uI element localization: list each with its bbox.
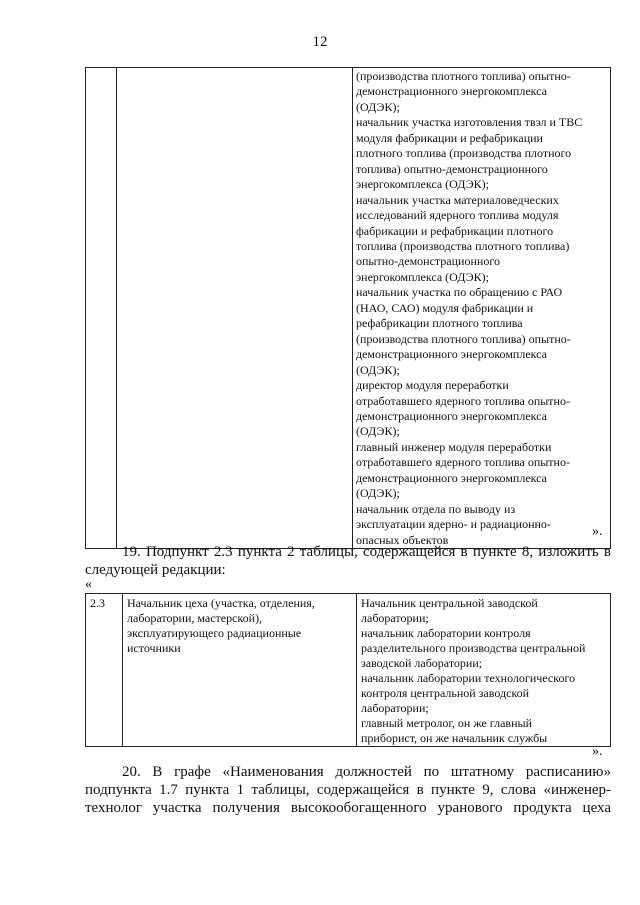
table-row	[86, 594, 611, 747]
paragraph-20	[85, 763, 611, 817]
cell-text-line: демонстрационного энергокомплекса	[356, 347, 547, 362]
cell-text-line: исследований ядерного топлива модуля	[356, 208, 559, 223]
position-text	[127, 596, 352, 656]
approver-positions-text	[356, 69, 607, 548]
cell-text-line: главный метролог, он же главный	[361, 716, 532, 730]
table-cell-position	[123, 594, 357, 747]
cell-text-line: (ОДЭК);	[356, 99, 400, 114]
cell-text-line: энергокомплекса (ОДЭК);	[356, 177, 489, 192]
cell-text-line: заводской лаборатории;	[361, 656, 483, 670]
cell-text-line: фабрикации и рефабрикации плотного	[356, 223, 554, 238]
table-cell-number	[86, 68, 117, 549]
approver-positions-text	[361, 596, 606, 746]
cell-text-line: топлива (производства плотного топлива)	[356, 238, 570, 253]
page-number: 12	[312, 34, 328, 50]
cell-text-line: директор модуля переработки	[356, 378, 509, 393]
table-row	[86, 68, 611, 549]
cell-text-line: эксплуатирующего радиационные	[127, 626, 302, 640]
cell-text-line: (ОДЭК);	[356, 362, 400, 377]
cell-text-line: начальник участка изготовления твэл и ТВС	[356, 115, 583, 130]
positions-table-item-2-3	[85, 593, 611, 747]
cell-text-line: опасных объектов	[356, 532, 449, 547]
closing-quote: ».	[592, 524, 603, 539]
cell-text-line: начальник лаборатории технологического	[361, 671, 576, 685]
opening-quote: «	[85, 577, 92, 592]
paragraph-line: 20. В графе «Наименования должностей по штатному расписанию»	[122, 764, 611, 780]
cell-text-line: демонстрационного энергокомплекса	[356, 408, 547, 423]
cell-text-line: отработавшего ядерного топлива опытно-	[356, 455, 570, 470]
cell-text-line: начальник лаборатории контроля	[361, 626, 531, 640]
table-cell-position	[117, 68, 353, 549]
cell-text-line: (производства плотного топлива) опытно-	[356, 331, 571, 346]
paragraph-19	[85, 543, 611, 579]
closing-quote: ».	[592, 744, 603, 759]
cell-text-line: начальник участка по обращению с РАО	[356, 285, 563, 300]
cell-text-line: разделительного производства центральной	[361, 641, 586, 655]
cell-text-line: опытно-демонстрационного	[356, 254, 500, 269]
cell-text-line: рефабрикации плотного топлива	[356, 316, 523, 331]
paragraph-line: следующей редакции:	[85, 562, 226, 578]
cell-text-line: лаборатории;	[361, 701, 429, 715]
positions-table-continued	[85, 67, 611, 549]
paragraph-line: подпункта 1.7 пункта 1 таблицы, содержащейся в пункте 9, слова «инженер-	[85, 782, 611, 798]
cell-text-line: лаборатории, мастерской),	[127, 611, 263, 625]
cell-text-line: Начальник цеха (участка, отделения,	[127, 596, 315, 610]
row-number: 2.3	[90, 596, 105, 610]
cell-text-line: топлива) опытно-демонстрационного	[356, 161, 548, 176]
cell-text-line: (производства плотного топлива) опытно-	[356, 69, 571, 83]
table-cell-number	[86, 594, 123, 747]
cell-text-line: отработавшего ядерного топлива опытно-	[356, 393, 570, 408]
cell-text-line: (ОДЭК);	[356, 424, 400, 439]
table-cell-approver-positions	[357, 594, 611, 747]
cell-text-line: источники	[127, 641, 181, 655]
cell-text-line: контроля центральной заводской	[361, 686, 530, 700]
cell-text-line: демонстрационного энергокомплекса	[356, 84, 547, 99]
cell-text-line: энергокомплекса (ОДЭК);	[356, 269, 489, 284]
cell-text-line: Начальник центральной заводской	[361, 596, 538, 610]
cell-text-line: начальник участка материаловедческих	[356, 192, 559, 207]
cell-text-line: модуля фабрикации и рефабрикации	[356, 130, 543, 145]
cell-text-line: начальник отдела по выводу из	[356, 501, 516, 516]
table-cell-approver-positions	[353, 68, 611, 549]
paragraph-line: 19. Подпункт 2.3 пункта 2 таблицы, содержащейся в пункте 8, изложить в	[122, 544, 611, 560]
cell-text-line: демонстрационного энергокомплекса	[356, 470, 547, 485]
cell-text-line: эксплуатации ядерно- и радиационно-	[356, 517, 551, 532]
cell-text-line: плотного топлива (производства плотного	[356, 146, 572, 161]
cell-text-line: главный инженер модуля переработки	[356, 439, 552, 454]
paragraph-line: технолог участка получения высокообогащенного уранового продукта цеха	[85, 800, 611, 816]
cell-text-line: лаборатории;	[361, 611, 429, 625]
cell-text-line: приборист, он же начальник службы	[361, 731, 548, 745]
cell-text-line: (НАО, САО) модуля фабрикации и	[356, 300, 534, 315]
cell-text-line: (ОДЭК);	[356, 486, 400, 501]
